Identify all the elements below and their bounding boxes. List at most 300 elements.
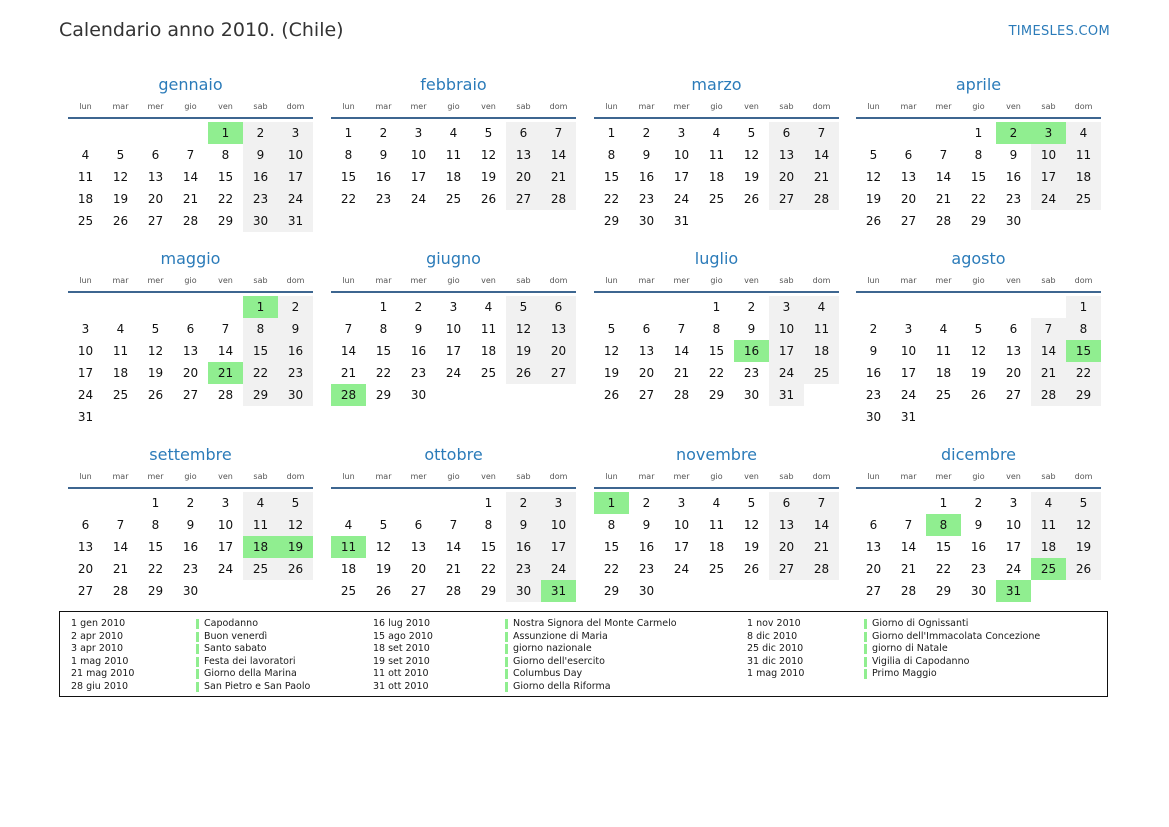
- day-cell: 23: [506, 558, 541, 580]
- day-cell: 25: [708, 562, 725, 576]
- day-cell: 21: [340, 366, 357, 380]
- weekday-label: dom: [549, 472, 568, 481]
- holiday-day-cell: 1: [208, 122, 243, 144]
- weekday-label: dom: [286, 102, 305, 111]
- day-grid: [68, 296, 313, 428]
- legend-date: 1 nov 2010: [747, 618, 801, 629]
- day-cell: 14: [900, 540, 917, 554]
- day-cell: 19: [970, 366, 987, 380]
- day-cell: 9: [278, 318, 313, 340]
- weekday-label: dom: [1074, 276, 1093, 285]
- day-cell: 25: [804, 362, 839, 384]
- day-cell: 2: [414, 300, 423, 314]
- month-marzo: [594, 72, 839, 254]
- day-cell: 21: [804, 536, 839, 558]
- weekday-label: dom: [286, 472, 305, 481]
- day-cell: 9: [869, 344, 878, 358]
- weekday-label: mer: [935, 472, 952, 481]
- day-cell: 19: [603, 366, 620, 380]
- month-ottobre: [331, 442, 576, 624]
- day-grid: [594, 492, 839, 624]
- day-cell: 22: [480, 562, 497, 576]
- day-cell: 3: [414, 126, 423, 140]
- day-cell: 9: [414, 322, 423, 336]
- day-cell: 11: [480, 322, 497, 336]
- day-cell: 6: [769, 492, 804, 514]
- weekday-label: ven: [744, 276, 759, 285]
- day-cell: 25: [340, 584, 357, 598]
- legend-date: 31 dic 2010: [747, 655, 804, 667]
- legend-date-column: [71, 618, 134, 694]
- day-cell: 25: [243, 558, 278, 580]
- weekday-label: sab: [1041, 472, 1056, 481]
- legend-date: 18 set 2010: [373, 643, 430, 655]
- weekday-label: gio: [447, 276, 460, 285]
- day-cell: 16: [182, 540, 199, 554]
- legend-date: 8 dic 2010: [747, 630, 798, 642]
- day-cell: 22: [375, 366, 392, 380]
- day-cell: 21: [673, 366, 690, 380]
- day-cell: 10: [410, 148, 427, 162]
- day-cell: 9: [1009, 148, 1018, 162]
- day-cell: 27: [865, 584, 882, 598]
- day-cell: 20: [865, 562, 882, 576]
- day-cell: 27: [77, 584, 94, 598]
- day-cell: 20: [900, 192, 917, 206]
- holiday-legend: [59, 611, 1108, 697]
- holiday-day-cell: 18: [243, 536, 278, 558]
- weekday-header: [856, 100, 1101, 119]
- day-cell: 24: [673, 192, 690, 206]
- day-cell: 7: [116, 518, 125, 532]
- day-cell: 9: [186, 518, 195, 532]
- day-cell: 23: [243, 188, 278, 210]
- weekday-label: mer: [673, 276, 690, 285]
- weekday-label: mar: [638, 276, 655, 285]
- weekday-label: gio: [447, 472, 460, 481]
- day-cell: 30: [970, 584, 987, 598]
- day-cell: 17: [541, 536, 576, 558]
- weekday-label: mer: [673, 472, 690, 481]
- holiday-day-cell: 28: [331, 384, 366, 406]
- day-cell: 14: [217, 344, 234, 358]
- day-grid: [594, 122, 839, 254]
- day-cell: 14: [804, 144, 839, 166]
- day-cell: 10: [278, 144, 313, 166]
- day-cell: 15: [340, 170, 357, 184]
- day-cell: 26: [865, 214, 882, 228]
- day-cell: 2: [243, 122, 278, 144]
- day-cell: 11: [112, 344, 129, 358]
- day-cell: 26: [278, 558, 313, 580]
- day-cell: 3: [677, 496, 686, 510]
- day-cell: 10: [673, 518, 690, 532]
- legend-date: 28 giu 2010: [71, 680, 128, 692]
- month-name: agosto: [951, 249, 1006, 268]
- weekday-label: gio: [972, 102, 985, 111]
- day-cell: 28: [541, 188, 576, 210]
- day-cell: 16: [375, 170, 392, 184]
- weekday-label: sab: [1041, 276, 1056, 285]
- day-grid: [331, 122, 576, 254]
- day-cell: 12: [112, 170, 129, 184]
- day-cell: 17: [1031, 166, 1066, 188]
- month-settembre: [68, 442, 313, 624]
- holiday-marker: [505, 682, 508, 692]
- day-cell: 28: [673, 388, 690, 402]
- day-cell: 30: [506, 580, 541, 602]
- day-cell: 11: [77, 170, 94, 184]
- legend-holiday-name: Columbus Day: [513, 668, 677, 681]
- legend-name-column: [872, 618, 1040, 681]
- day-cell: 13: [182, 344, 199, 358]
- weekday-label: gio: [184, 102, 197, 111]
- weekday-label: dom: [549, 102, 568, 111]
- day-cell: 3: [541, 492, 576, 514]
- day-cell: 1: [1066, 296, 1101, 318]
- day-cell: 4: [81, 148, 90, 162]
- day-cell: 14: [673, 344, 690, 358]
- day-cell: 18: [340, 562, 357, 576]
- day-cell: 26: [743, 192, 760, 206]
- weekday-label: mar: [638, 472, 655, 481]
- day-cell: 19: [375, 562, 392, 576]
- legend-name-column: [204, 618, 310, 694]
- day-cell: 17: [673, 170, 690, 184]
- holiday-marker: [196, 619, 199, 629]
- day-cell: 22: [603, 562, 620, 576]
- holiday-day-cell: 11: [331, 536, 366, 558]
- day-cell: 6: [869, 518, 878, 532]
- day-cell: 7: [1031, 318, 1066, 340]
- day-cell: 6: [81, 518, 90, 532]
- day-cell: 24: [410, 192, 427, 206]
- day-cell: 24: [1031, 188, 1066, 210]
- day-cell: 2: [747, 300, 756, 314]
- day-cell: 29: [603, 214, 620, 228]
- holiday-day-cell: 3: [1031, 122, 1066, 144]
- day-cell: 17: [900, 366, 917, 380]
- day-cell: 20: [769, 536, 804, 558]
- day-cell: 22: [935, 562, 952, 576]
- weekday-label: sab: [779, 472, 794, 481]
- day-grid: [68, 492, 313, 624]
- weekday-label: ven: [218, 102, 233, 111]
- day-cell: 7: [804, 492, 839, 514]
- day-cell: 29: [1066, 384, 1101, 406]
- day-cell: 11: [1031, 514, 1066, 536]
- day-cell: 18: [77, 192, 94, 206]
- weekday-label: sab: [779, 276, 794, 285]
- weekday-header: [68, 100, 313, 119]
- day-cell: 5: [974, 322, 983, 336]
- day-cell: 3: [449, 300, 458, 314]
- weekday-label: dom: [1074, 102, 1093, 111]
- day-cell: 4: [449, 126, 458, 140]
- day-cell: 21: [182, 192, 199, 206]
- day-cell: 16: [506, 536, 541, 558]
- weekday-label: gio: [447, 102, 460, 111]
- day-cell: 7: [939, 148, 948, 162]
- day-cell: 17: [445, 344, 462, 358]
- weekday-label: mer: [673, 102, 690, 111]
- legend-holiday-name: Giorno della Riforma: [513, 681, 677, 694]
- legend-holiday-name: Giorno dell'Immacolata Concezione: [872, 631, 1040, 644]
- day-cell: 13: [77, 540, 94, 554]
- day-cell: 27: [769, 558, 804, 580]
- day-cell: 4: [712, 126, 721, 140]
- day-cell: 17: [769, 340, 804, 362]
- weekday-label: ven: [218, 276, 233, 285]
- day-cell: 26: [112, 214, 129, 228]
- day-cell: 28: [112, 584, 129, 598]
- weekday-label: gio: [710, 472, 723, 481]
- day-cell: 7: [186, 148, 195, 162]
- month-name: maggio: [160, 249, 221, 268]
- day-cell: 1: [974, 126, 983, 140]
- weekday-label: sab: [779, 102, 794, 111]
- day-cell: 26: [1066, 558, 1101, 580]
- weekday-label: mer: [147, 472, 164, 481]
- day-cell: 9: [642, 518, 651, 532]
- weekday-header: [856, 470, 1101, 489]
- weekday-label: mar: [900, 102, 917, 111]
- day-cell: 7: [804, 122, 839, 144]
- day-cell: 4: [1066, 122, 1101, 144]
- day-cell: 8: [344, 148, 353, 162]
- day-cell: 23: [638, 192, 655, 206]
- day-cell: 1: [939, 496, 948, 510]
- day-cell: 30: [865, 410, 882, 424]
- weekday-header: [331, 100, 576, 119]
- day-cell: 5: [1066, 492, 1101, 514]
- day-cell: 21: [541, 166, 576, 188]
- day-cell: 25: [935, 388, 952, 402]
- day-cell: 16: [278, 340, 313, 362]
- weekday-label: mar: [900, 472, 917, 481]
- day-cell: 27: [769, 188, 804, 210]
- month-aprile: [856, 72, 1101, 254]
- day-cell: 9: [642, 148, 651, 162]
- day-cell: 29: [480, 584, 497, 598]
- day-cell: 23: [375, 192, 392, 206]
- day-cell: 25: [445, 192, 462, 206]
- day-cell: 29: [708, 388, 725, 402]
- day-cell: 11: [935, 344, 952, 358]
- day-cell: 3: [769, 296, 804, 318]
- day-cell: 24: [900, 388, 917, 402]
- day-cell: 23: [278, 362, 313, 384]
- weekday-label: mar: [112, 276, 129, 285]
- legend-date: 16 lug 2010: [373, 618, 430, 629]
- weekday-label: gio: [184, 472, 197, 481]
- month-name: dicembre: [940, 445, 1017, 464]
- day-cell: 15: [375, 344, 392, 358]
- legend-holiday-name: Festa dei lavoratori: [204, 656, 310, 669]
- weekday-label: lun: [605, 472, 618, 481]
- day-cell: 24: [217, 562, 234, 576]
- day-cell: 30: [743, 388, 760, 402]
- weekday-label: mer: [410, 102, 427, 111]
- day-cell: 30: [182, 584, 199, 598]
- weekday-label: ven: [218, 472, 233, 481]
- holiday-day-cell: 21: [208, 362, 243, 384]
- day-cell: 12: [743, 518, 760, 532]
- weekday-header: [856, 274, 1101, 293]
- day-cell: 6: [186, 322, 195, 336]
- day-cell: 1: [379, 300, 388, 314]
- weekday-header: [594, 274, 839, 293]
- holiday-marker: [196, 644, 199, 654]
- day-cell: 31: [77, 410, 94, 424]
- day-cell: 2: [974, 496, 983, 510]
- day-cell: 7: [677, 322, 686, 336]
- day-cell: 29: [935, 584, 952, 598]
- day-cell: 4: [243, 492, 278, 514]
- weekday-label: sab: [253, 276, 268, 285]
- day-cell: 6: [541, 296, 576, 318]
- weekday-header: [68, 274, 313, 293]
- weekday-label: mer: [410, 472, 427, 481]
- day-cell: 31: [673, 214, 690, 228]
- day-cell: 19: [147, 366, 164, 380]
- legend-holiday-name: Giorno di Ognissanti: [872, 618, 1040, 631]
- day-cell: 27: [1005, 388, 1022, 402]
- weekday-label: sab: [516, 276, 531, 285]
- day-cell: 4: [804, 296, 839, 318]
- day-cell: 5: [607, 322, 616, 336]
- day-cell: 19: [865, 192, 882, 206]
- day-cell: 10: [673, 148, 690, 162]
- day-cell: 2: [278, 296, 313, 318]
- day-cell: 26: [506, 362, 541, 384]
- day-cell: 14: [112, 540, 129, 554]
- day-cell: 2: [642, 496, 651, 510]
- legend-holiday-name: Assunzione di Maria: [513, 631, 677, 644]
- site-link[interactable]: TIMESLES.COM: [1008, 24, 1110, 39]
- weekday-label: sab: [516, 472, 531, 481]
- weekday-label: sab: [516, 102, 531, 111]
- month-agosto: [856, 246, 1101, 428]
- day-cell: 23: [410, 366, 427, 380]
- day-cell: 27: [410, 584, 427, 598]
- day-cell: 24: [1005, 562, 1022, 576]
- day-cell: 17: [217, 540, 234, 554]
- day-cell: 18: [708, 170, 725, 184]
- day-cell: 3: [1009, 496, 1018, 510]
- day-cell: 11: [708, 148, 725, 162]
- holiday-day-cell: 8: [926, 514, 961, 536]
- weekday-label: lun: [867, 102, 880, 111]
- month-name: aprile: [955, 75, 1002, 94]
- day-cell: 12: [743, 148, 760, 162]
- day-cell: 10: [1005, 518, 1022, 532]
- holiday-marker: [196, 669, 199, 679]
- legend-date: 21 mag 2010: [71, 668, 135, 680]
- day-cell: 5: [869, 148, 878, 162]
- weekday-label: lun: [342, 276, 355, 285]
- day-cell: 6: [151, 148, 160, 162]
- weekday-label: mar: [375, 276, 392, 285]
- day-cell: 8: [379, 322, 388, 336]
- weekday-label: mer: [935, 102, 952, 111]
- legend-holiday-name: Vigilia di Capodanno: [872, 656, 1040, 669]
- weekday-label: lun: [79, 102, 92, 111]
- day-cell: 29: [970, 214, 987, 228]
- weekday-label: ven: [481, 472, 496, 481]
- day-cell: 11: [243, 514, 278, 536]
- month-name: gennaio: [158, 75, 223, 94]
- day-cell: 13: [147, 170, 164, 184]
- day-cell: 8: [1066, 318, 1101, 340]
- weekday-label: mar: [900, 276, 917, 285]
- day-cell: 17: [1005, 540, 1022, 554]
- legend-date: 1 gen 2010: [71, 618, 126, 629]
- day-cell: 16: [970, 540, 987, 554]
- day-cell: 22: [708, 366, 725, 380]
- day-cell: 8: [484, 518, 493, 532]
- weekday-label: sab: [253, 472, 268, 481]
- day-cell: 12: [865, 170, 882, 184]
- weekday-label: mar: [638, 102, 655, 111]
- legend-date: 25 dic 2010: [747, 643, 804, 655]
- day-cell: 28: [1031, 384, 1066, 406]
- day-cell: 14: [445, 540, 462, 554]
- day-cell: 10: [541, 514, 576, 536]
- day-cell: 18: [112, 366, 129, 380]
- day-cell: 17: [673, 540, 690, 554]
- day-cell: 6: [904, 148, 913, 162]
- weekday-label: mar: [112, 472, 129, 481]
- day-cell: 3: [81, 322, 90, 336]
- month-luglio: [594, 246, 839, 428]
- day-cell: 30: [1005, 214, 1022, 228]
- day-cell: 21: [900, 562, 917, 576]
- day-grid: [594, 296, 839, 428]
- day-cell: 1: [484, 496, 493, 510]
- day-cell: 28: [182, 214, 199, 228]
- day-cell: 24: [541, 558, 576, 580]
- weekday-label: gio: [184, 276, 197, 285]
- day-cell: 20: [541, 340, 576, 362]
- day-cell: 15: [603, 540, 620, 554]
- page-title: Calendario anno 2010. (Chile): [59, 19, 344, 41]
- day-cell: 26: [603, 388, 620, 402]
- day-cell: 8: [607, 148, 616, 162]
- day-cell: 26: [147, 388, 164, 402]
- weekday-label: lun: [342, 472, 355, 481]
- day-cell: 26: [743, 562, 760, 576]
- holiday-marker: [196, 632, 199, 642]
- day-cell: 6: [642, 322, 651, 336]
- holiday-marker: [864, 632, 867, 642]
- weekday-label: mer: [935, 276, 952, 285]
- day-cell: 28: [900, 584, 917, 598]
- legend-holiday-name: Giorno della Marina: [204, 668, 310, 681]
- legend-holiday-name: giorno nazionale: [513, 643, 677, 656]
- holiday-day-cell: 1: [594, 492, 629, 514]
- day-cell: 15: [480, 540, 497, 554]
- weekday-header: [594, 100, 839, 119]
- day-cell: 29: [217, 214, 234, 228]
- legend-name-column: [513, 618, 677, 694]
- holiday-day-cell: 31: [996, 580, 1031, 602]
- day-cell: 27: [182, 388, 199, 402]
- day-cell: 19: [506, 340, 541, 362]
- day-cell: 16: [1005, 170, 1022, 184]
- holiday-day-cell: 25: [1031, 558, 1066, 580]
- day-cell: 25: [480, 366, 497, 380]
